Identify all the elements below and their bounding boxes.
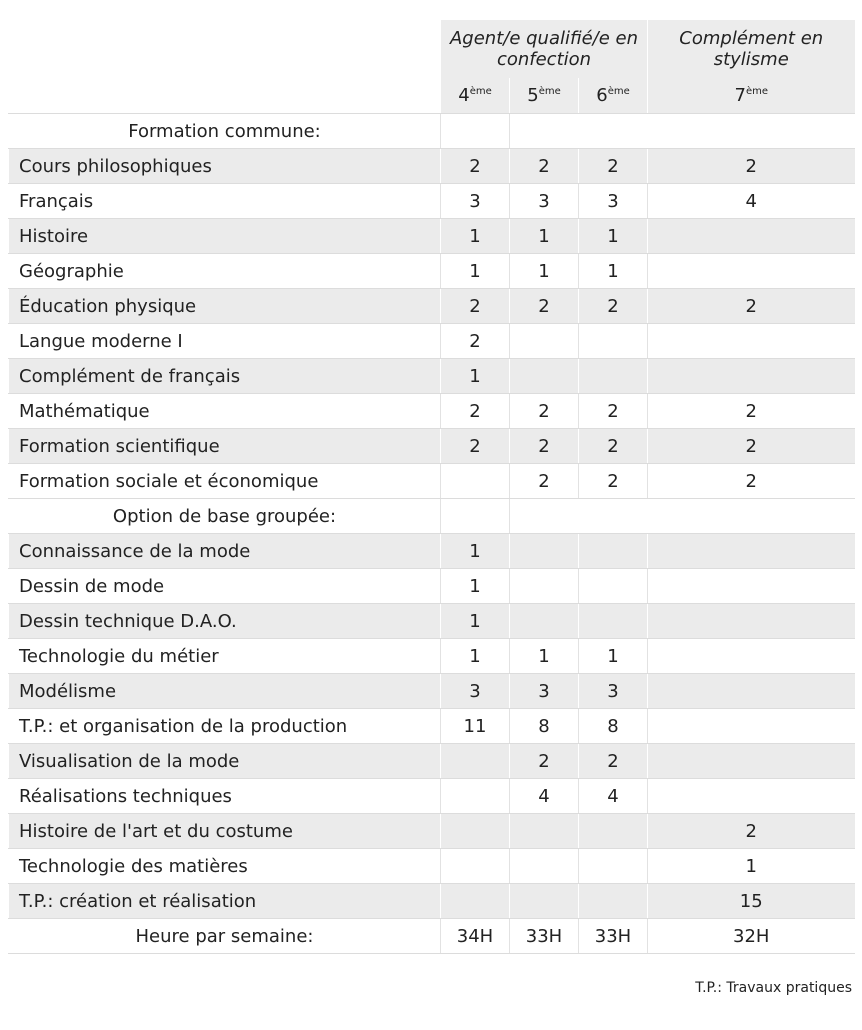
course-name: Histoire	[9, 219, 441, 254]
hours-g4: 1	[441, 219, 510, 254]
total-g7: 32H	[648, 919, 855, 954]
hours-g6: 1	[579, 219, 648, 254]
hours-g6: 4	[579, 779, 648, 814]
hours-g7: 2	[648, 429, 855, 464]
hours-g6: 2	[579, 744, 648, 779]
hours-g5	[510, 884, 579, 919]
hours-g6	[579, 814, 648, 849]
hours-g4: 1	[441, 359, 510, 394]
course-name: Complément de français	[9, 359, 441, 394]
header-grade-6: 6ème	[579, 78, 648, 114]
course-row	[9, 534, 855, 569]
hours-g4: 1	[441, 604, 510, 639]
hours-g6	[579, 324, 648, 359]
course-name: Réalisations techniques	[9, 779, 441, 814]
hours-g7: 2	[648, 814, 855, 849]
hours-g6: 8	[579, 709, 648, 744]
course-row	[9, 324, 855, 359]
hours-g7	[648, 604, 855, 639]
hours-g6	[579, 569, 648, 604]
hours-g4: 3	[441, 184, 510, 219]
total-g6: 33H	[579, 919, 648, 954]
hours-g7	[648, 324, 855, 359]
total-g5: 33H	[510, 919, 579, 954]
hours-g6: 2	[579, 289, 648, 324]
course-name: T.P.: et organisation de la production	[9, 709, 441, 744]
hours-g7	[648, 709, 855, 744]
hours-g5	[510, 814, 579, 849]
course-name: Géographie	[9, 254, 441, 289]
course-row	[9, 674, 855, 709]
hours-g6: 2	[579, 429, 648, 464]
course-name: T.P.: création et réalisation	[9, 884, 441, 919]
header-grade-7: 7ème	[648, 78, 855, 114]
hours-g4: 3	[441, 674, 510, 709]
course-row	[9, 569, 855, 604]
course-row	[9, 709, 855, 744]
section-blank-cell	[441, 114, 510, 149]
course-name: Modélisme	[9, 674, 441, 709]
hours-g5	[510, 534, 579, 569]
hours-g5: 8	[510, 709, 579, 744]
hours-g6	[579, 604, 648, 639]
course-name: Langue moderne I	[9, 324, 441, 359]
hours-g7: 2	[648, 289, 855, 324]
total-label: Heure par semaine:	[9, 919, 441, 954]
hours-g4: 2	[441, 149, 510, 184]
section-header-row	[9, 114, 855, 149]
hours-g4: 1	[441, 254, 510, 289]
hours-g6: 1	[579, 254, 648, 289]
hours-g7	[648, 674, 855, 709]
header-group-row	[9, 20, 855, 78]
course-name: Dessin technique D.A.O.	[9, 604, 441, 639]
hours-g5: 4	[510, 779, 579, 814]
course-name: Histoire de l'art et du costume	[9, 814, 441, 849]
course-row	[9, 814, 855, 849]
course-row	[9, 464, 855, 499]
hours-g7: 2	[648, 149, 855, 184]
hours-g4	[441, 849, 510, 884]
hours-g5	[510, 324, 579, 359]
course-row	[9, 219, 855, 254]
hours-g6	[579, 359, 648, 394]
hours-g5: 2	[510, 429, 579, 464]
hours-g4: 11	[441, 709, 510, 744]
hours-g6: 2	[579, 394, 648, 429]
header-blank-cell	[9, 20, 441, 78]
total-row	[9, 919, 855, 954]
course-name: Formation sociale et économique	[9, 464, 441, 499]
header-agent-qualifie: Agent/e qualifié/e en confection	[441, 20, 648, 78]
course-row	[9, 254, 855, 289]
hours-g4	[441, 884, 510, 919]
section-header-row	[9, 499, 855, 534]
section-blank-cell	[510, 499, 855, 534]
hours-g4: 1	[441, 534, 510, 569]
hours-g4: 1	[441, 569, 510, 604]
hours-g6: 3	[579, 674, 648, 709]
course-name: Éducation physique	[9, 289, 441, 324]
course-name: Cours philosophiques	[9, 149, 441, 184]
hours-g4	[441, 744, 510, 779]
hours-g6	[579, 849, 648, 884]
hours-g6: 2	[579, 149, 648, 184]
section-title: Formation commune:	[9, 114, 441, 149]
hours-g4	[441, 814, 510, 849]
course-row	[9, 394, 855, 429]
hours-g7	[648, 569, 855, 604]
course-name: Mathématique	[9, 394, 441, 429]
hours-g5: 1	[510, 219, 579, 254]
hours-g4: 2	[441, 429, 510, 464]
hours-g7	[648, 744, 855, 779]
hours-g4: 1	[441, 639, 510, 674]
course-name: Technologie des matières	[9, 849, 441, 884]
course-row	[9, 884, 855, 919]
course-name: Français	[9, 184, 441, 219]
hours-g4: 2	[441, 289, 510, 324]
hours-g6	[579, 534, 648, 569]
course-row	[9, 184, 855, 219]
hours-g4	[441, 464, 510, 499]
header-blank-cell	[9, 78, 441, 114]
course-row	[9, 149, 855, 184]
course-row	[9, 849, 855, 884]
course-row	[9, 359, 855, 394]
hours-g5	[510, 359, 579, 394]
hours-g4: 2	[441, 394, 510, 429]
hours-g4	[441, 779, 510, 814]
hours-g7: 2	[648, 394, 855, 429]
hours-g5: 3	[510, 674, 579, 709]
hours-g7	[648, 779, 855, 814]
section-blank-cell	[510, 114, 855, 149]
header-complement-stylisme: Complément en stylisme	[648, 20, 855, 78]
hours-g7: 1	[648, 849, 855, 884]
course-row	[9, 639, 855, 674]
hours-g5	[510, 849, 579, 884]
hours-g5: 2	[510, 744, 579, 779]
hours-g5: 2	[510, 464, 579, 499]
hours-g6	[579, 884, 648, 919]
hours-g7	[648, 359, 855, 394]
header-grade-5: 5ème	[510, 78, 579, 114]
hours-g6: 1	[579, 639, 648, 674]
course-row	[9, 429, 855, 464]
hours-g6: 3	[579, 184, 648, 219]
hours-g5	[510, 569, 579, 604]
hours-g5: 2	[510, 394, 579, 429]
course-name: Technologie du métier	[9, 639, 441, 674]
total-g4: 34H	[441, 919, 510, 954]
course-hours-table	[8, 20, 855, 954]
header-grade-row	[9, 78, 855, 114]
header-grade-4: 4ème	[441, 78, 510, 114]
course-row	[9, 604, 855, 639]
course-row	[9, 744, 855, 779]
course-row	[9, 779, 855, 814]
hours-g7: 2	[648, 464, 855, 499]
course-name: Dessin de mode	[9, 569, 441, 604]
hours-g4: 2	[441, 324, 510, 359]
course-name: Formation scientifique	[9, 429, 441, 464]
section-blank-cell	[441, 499, 510, 534]
footnote: T.P.: Travaux pratiques	[695, 980, 852, 996]
hours-g7	[648, 639, 855, 674]
hours-g7	[648, 219, 855, 254]
hours-g5: 2	[510, 149, 579, 184]
hours-g5: 2	[510, 289, 579, 324]
hours-g7	[648, 534, 855, 569]
hours-g6: 2	[579, 464, 648, 499]
hours-g7: 15	[648, 884, 855, 919]
course-name: Visualisation de la mode	[9, 744, 441, 779]
hours-g7: 4	[648, 184, 855, 219]
hours-g7	[648, 254, 855, 289]
course-name: Connaissance de la mode	[9, 534, 441, 569]
hours-g5: 3	[510, 184, 579, 219]
hours-g5: 1	[510, 254, 579, 289]
hours-g5: 1	[510, 639, 579, 674]
section-title: Option de base groupée:	[9, 499, 441, 534]
course-row	[9, 289, 855, 324]
hours-g5	[510, 604, 579, 639]
